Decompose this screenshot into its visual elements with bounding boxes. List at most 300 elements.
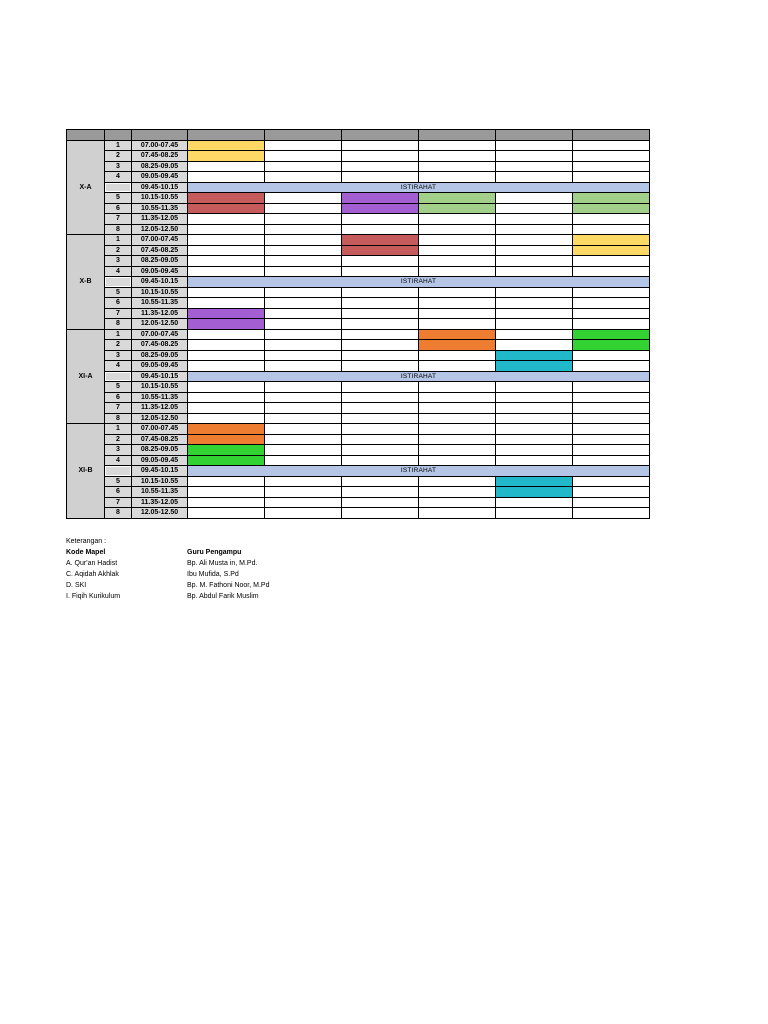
empty-cell[interactable] — [496, 455, 573, 466]
empty-cell[interactable] — [188, 172, 265, 183]
empty-cell[interactable] — [419, 319, 496, 330]
time-slot: 10.55-11.35 — [132, 298, 188, 309]
legend-teacher: Bp. Ali Musta in, M.Pd. — [187, 560, 258, 567]
empty-cell[interactable] — [342, 340, 419, 351]
legend-header — [66, 547, 366, 558]
empty-cell[interactable] — [265, 235, 342, 246]
empty-cell[interactable] — [265, 308, 342, 319]
empty-cell[interactable] — [496, 497, 573, 508]
empty-cell[interactable] — [188, 224, 265, 235]
period-number: 4 — [105, 172, 132, 183]
subject-cell[interactable] — [188, 445, 265, 456]
empty-cell[interactable] — [573, 497, 650, 508]
empty-cell[interactable] — [188, 487, 265, 498]
empty-cell[interactable] — [496, 424, 573, 435]
empty-cell[interactable] — [573, 361, 650, 372]
empty-cell[interactable] — [265, 382, 342, 393]
time-slot: 07.45-08.25 — [132, 245, 188, 256]
table-row — [67, 434, 650, 445]
empty-cell[interactable] — [419, 224, 496, 235]
empty-cell[interactable] — [188, 298, 265, 309]
break-row — [67, 277, 650, 288]
empty-cell[interactable] — [265, 319, 342, 330]
empty-cell[interactable] — [342, 361, 419, 372]
time-slot: 09.05-09.45 — [132, 266, 188, 277]
empty-cell[interactable] — [342, 382, 419, 393]
empty-cell[interactable] — [188, 403, 265, 414]
empty-cell[interactable] — [188, 161, 265, 172]
empty-cell[interactable] — [342, 487, 419, 498]
empty-cell[interactable] — [496, 235, 573, 246]
empty-cell[interactable] — [265, 245, 342, 256]
empty-cell[interactable] — [573, 308, 650, 319]
empty-cell[interactable] — [265, 193, 342, 204]
schedule-table — [66, 129, 650, 519]
empty-cell[interactable] — [419, 172, 496, 183]
empty-cell[interactable] — [573, 382, 650, 393]
time-slot: 12.05-12.50 — [132, 319, 188, 330]
table-row — [67, 392, 650, 403]
empty-cell[interactable] — [573, 413, 650, 424]
subject-cell[interactable] — [573, 235, 650, 246]
subject-cell[interactable] — [419, 203, 496, 214]
empty-cell[interactable] — [342, 392, 419, 403]
table-row — [67, 487, 650, 498]
legend-code: D. SKI — [66, 582, 87, 589]
legend-teacher: Bp. M. Fathoni Noor, M.Pd — [187, 582, 270, 589]
time-slot: 07.45-08.25 — [132, 151, 188, 162]
period-number: 1 — [105, 329, 132, 340]
empty-cell[interactable] — [419, 287, 496, 298]
legend-code: A. Qur'an Hadist — [66, 560, 118, 567]
empty-cell[interactable] — [496, 151, 573, 162]
empty-cell[interactable] — [188, 350, 265, 361]
legend-code-header: Kode Mapel — [66, 549, 106, 556]
time-slot: 07.00-07.45 — [132, 329, 188, 340]
time-slot: 10.55-11.35 — [132, 392, 188, 403]
table-row — [67, 497, 650, 508]
empty-cell[interactable] — [265, 434, 342, 445]
header-cell — [132, 130, 188, 141]
empty-cell[interactable] — [573, 151, 650, 162]
empty-cell[interactable] — [342, 319, 419, 330]
table-row — [67, 508, 650, 519]
empty-cell[interactable] — [342, 413, 419, 424]
empty-cell[interactable] — [188, 329, 265, 340]
subject-cell[interactable] — [188, 193, 265, 204]
subject-cell[interactable] — [342, 203, 419, 214]
subject-cell[interactable] — [342, 193, 419, 204]
empty-cell[interactable] — [342, 214, 419, 225]
period-number — [105, 371, 132, 382]
empty-cell[interactable] — [573, 319, 650, 330]
empty-cell[interactable] — [342, 434, 419, 445]
empty-cell[interactable] — [419, 497, 496, 508]
period-number: 6 — [105, 298, 132, 309]
empty-cell[interactable] — [419, 487, 496, 498]
empty-cell[interactable] — [496, 298, 573, 309]
empty-cell[interactable] — [573, 224, 650, 235]
empty-cell[interactable] — [496, 413, 573, 424]
empty-cell[interactable] — [342, 287, 419, 298]
empty-cell[interactable] — [265, 445, 342, 456]
empty-cell[interactable] — [573, 434, 650, 445]
empty-cell[interactable] — [419, 140, 496, 151]
table-row — [67, 319, 650, 330]
empty-cell[interactable] — [496, 161, 573, 172]
table-row — [67, 235, 650, 246]
time-slot: 09.05-09.45 — [132, 172, 188, 183]
empty-cell[interactable] — [188, 497, 265, 508]
empty-cell[interactable] — [573, 508, 650, 519]
class-label: X-B — [67, 235, 105, 330]
empty-cell[interactable] — [419, 151, 496, 162]
class-label: XI-A — [67, 329, 105, 424]
time-slot: 12.05-12.50 — [132, 224, 188, 235]
subject-cell[interactable] — [573, 329, 650, 340]
empty-cell[interactable] — [419, 392, 496, 403]
subject-cell[interactable] — [342, 245, 419, 256]
empty-cell[interactable] — [342, 172, 419, 183]
empty-cell[interactable] — [419, 298, 496, 309]
subject-cell[interactable] — [573, 203, 650, 214]
empty-cell[interactable] — [419, 256, 496, 267]
empty-cell[interactable] — [573, 172, 650, 183]
empty-cell[interactable] — [419, 361, 496, 372]
empty-cell[interactable] — [342, 476, 419, 487]
table-row — [67, 161, 650, 172]
period-number: 3 — [105, 445, 132, 456]
legend-teacher-header: Guru Pengampu — [187, 549, 242, 556]
empty-cell[interactable] — [265, 497, 342, 508]
empty-cell[interactable] — [342, 161, 419, 172]
period-number: 6 — [105, 392, 132, 403]
legend-code: I. Fiqih Kurikulum — [66, 593, 121, 600]
period-number: 2 — [105, 245, 132, 256]
time-slot: 09.45-10.15 — [132, 182, 188, 193]
header-cell — [496, 130, 573, 141]
empty-cell[interactable] — [265, 224, 342, 235]
period-number: 6 — [105, 487, 132, 498]
empty-cell[interactable] — [188, 256, 265, 267]
table-row — [67, 340, 650, 351]
subject-cell[interactable] — [188, 203, 265, 214]
period-number: 7 — [105, 214, 132, 225]
table-row — [67, 361, 650, 372]
time-slot: 07.45-08.25 — [132, 434, 188, 445]
empty-cell[interactable] — [419, 382, 496, 393]
header-cell — [342, 130, 419, 141]
period-number: 5 — [105, 476, 132, 487]
empty-cell[interactable] — [342, 445, 419, 456]
time-slot: 09.05-09.45 — [132, 361, 188, 372]
empty-cell[interactable] — [496, 445, 573, 456]
subject-cell[interactable] — [419, 329, 496, 340]
empty-cell[interactable] — [573, 350, 650, 361]
empty-cell[interactable] — [342, 350, 419, 361]
empty-cell[interactable] — [573, 266, 650, 277]
empty-cell[interactable] — [265, 361, 342, 372]
time-slot: 07.00-07.45 — [132, 140, 188, 151]
class-label: XI-B — [67, 424, 105, 519]
break-label: ISTIRAHAT — [188, 371, 650, 382]
empty-cell[interactable] — [573, 424, 650, 435]
empty-cell[interactable] — [342, 329, 419, 340]
empty-cell[interactable] — [573, 161, 650, 172]
legend-title: Keterangan : — [66, 538, 107, 545]
period-number: 2 — [105, 340, 132, 351]
subject-cell[interactable] — [342, 235, 419, 246]
table-row — [67, 413, 650, 424]
table-row — [67, 350, 650, 361]
empty-cell[interactable] — [188, 508, 265, 519]
subject-cell[interactable] — [419, 193, 496, 204]
empty-cell[interactable] — [265, 340, 342, 351]
time-slot: 08.25-09.05 — [132, 161, 188, 172]
empty-cell[interactable] — [188, 245, 265, 256]
period-number: 5 — [105, 382, 132, 393]
subject-cell[interactable] — [419, 340, 496, 351]
time-slot: 10.15-10.55 — [132, 382, 188, 393]
empty-cell[interactable] — [188, 287, 265, 298]
empty-cell[interactable] — [188, 476, 265, 487]
subject-cell[interactable] — [188, 434, 265, 445]
empty-cell[interactable] — [419, 266, 496, 277]
empty-cell[interactable] — [342, 403, 419, 414]
time-slot: 10.15-10.55 — [132, 287, 188, 298]
table-row — [67, 151, 650, 162]
empty-cell[interactable] — [265, 424, 342, 435]
empty-cell[interactable] — [419, 161, 496, 172]
empty-cell[interactable] — [419, 424, 496, 435]
table-row — [67, 214, 650, 225]
empty-cell[interactable] — [419, 350, 496, 361]
empty-cell[interactable] — [496, 224, 573, 235]
period-number: 8 — [105, 319, 132, 330]
subject-cell[interactable] — [188, 455, 265, 466]
empty-cell[interactable] — [419, 508, 496, 519]
empty-cell[interactable] — [265, 266, 342, 277]
time-slot: 07.00-07.45 — [132, 424, 188, 435]
empty-cell[interactable] — [342, 298, 419, 309]
empty-cell[interactable] — [188, 392, 265, 403]
empty-cell[interactable] — [573, 298, 650, 309]
time-slot: 11.35-12.05 — [132, 497, 188, 508]
empty-cell[interactable] — [573, 392, 650, 403]
empty-cell[interactable] — [188, 235, 265, 246]
subject-cell[interactable] — [188, 308, 265, 319]
empty-cell[interactable] — [496, 319, 573, 330]
empty-cell[interactable] — [342, 455, 419, 466]
empty-cell[interactable] — [188, 214, 265, 225]
period-number: 5 — [105, 193, 132, 204]
subject-cell[interactable] — [573, 340, 650, 351]
empty-cell[interactable] — [265, 329, 342, 340]
empty-cell[interactable] — [265, 403, 342, 414]
period-number: 4 — [105, 361, 132, 372]
period-number: 6 — [105, 203, 132, 214]
time-slot: 10.15-10.55 — [132, 476, 188, 487]
period-number: 7 — [105, 308, 132, 319]
empty-cell[interactable] — [419, 245, 496, 256]
empty-cell[interactable] — [496, 214, 573, 225]
empty-cell[interactable] — [265, 140, 342, 151]
empty-cell[interactable] — [265, 350, 342, 361]
empty-cell[interactable] — [342, 497, 419, 508]
legend-teacher: Ibu Mufida, S.Pd — [187, 571, 239, 578]
period-number: 1 — [105, 424, 132, 435]
empty-cell[interactable] — [496, 172, 573, 183]
empty-cell[interactable] — [265, 172, 342, 183]
empty-cell[interactable] — [419, 308, 496, 319]
empty-cell[interactable] — [265, 287, 342, 298]
empty-cell[interactable] — [342, 140, 419, 151]
header-cell — [105, 130, 132, 141]
table-row — [67, 287, 650, 298]
subject-cell[interactable] — [496, 350, 573, 361]
header-cell — [419, 130, 496, 141]
empty-cell[interactable] — [342, 508, 419, 519]
empty-cell[interactable] — [496, 382, 573, 393]
period-number: 1 — [105, 140, 132, 151]
table-row — [67, 455, 650, 466]
empty-cell[interactable] — [265, 413, 342, 424]
subject-cell[interactable] — [188, 151, 265, 162]
empty-cell[interactable] — [496, 308, 573, 319]
empty-cell[interactable] — [265, 508, 342, 519]
header-cell — [67, 130, 105, 141]
empty-cell[interactable] — [419, 455, 496, 466]
period-number: 7 — [105, 403, 132, 414]
period-number: 3 — [105, 350, 132, 361]
empty-cell[interactable] — [265, 214, 342, 225]
period-number — [105, 277, 132, 288]
empty-cell[interactable] — [496, 203, 573, 214]
empty-cell[interactable] — [342, 256, 419, 267]
empty-cell[interactable] — [496, 329, 573, 340]
empty-cell[interactable] — [573, 287, 650, 298]
empty-cell[interactable] — [419, 403, 496, 414]
period-number: 7 — [105, 497, 132, 508]
legend-item — [66, 558, 366, 569]
subject-cell[interactable] — [573, 245, 650, 256]
subject-cell[interactable] — [188, 140, 265, 151]
empty-cell[interactable] — [573, 445, 650, 456]
empty-cell[interactable] — [419, 413, 496, 424]
time-slot: 09.45-10.15 — [132, 371, 188, 382]
empty-cell[interactable] — [496, 193, 573, 204]
subject-cell[interactable] — [188, 319, 265, 330]
time-slot: 12.05-12.50 — [132, 413, 188, 424]
empty-cell[interactable] — [496, 340, 573, 351]
empty-cell[interactable] — [496, 508, 573, 519]
empty-cell[interactable] — [188, 413, 265, 424]
time-slot: 11.35-12.05 — [132, 214, 188, 225]
empty-cell[interactable] — [496, 266, 573, 277]
time-slot: 11.35-12.05 — [132, 308, 188, 319]
table-row — [67, 403, 650, 414]
time-slot: 08.25-09.05 — [132, 445, 188, 456]
empty-cell[interactable] — [496, 245, 573, 256]
empty-cell[interactable] — [342, 151, 419, 162]
subject-cell[interactable] — [496, 361, 573, 372]
header-cell — [188, 130, 265, 141]
time-slot: 07.00-07.45 — [132, 235, 188, 246]
empty-cell[interactable] — [419, 434, 496, 445]
break-row — [67, 182, 650, 193]
table-row — [67, 203, 650, 214]
table-row — [67, 445, 650, 456]
empty-cell[interactable] — [188, 382, 265, 393]
empty-cell[interactable] — [573, 487, 650, 498]
empty-cell[interactable] — [342, 308, 419, 319]
empty-cell[interactable] — [573, 455, 650, 466]
empty-cell[interactable] — [188, 340, 265, 351]
empty-cell[interactable] — [419, 235, 496, 246]
empty-cell[interactable] — [419, 445, 496, 456]
break-label: ISTIRAHAT — [188, 182, 650, 193]
table-row — [67, 382, 650, 393]
subject-cell[interactable] — [496, 476, 573, 487]
empty-cell[interactable] — [573, 140, 650, 151]
empty-cell[interactable] — [496, 140, 573, 151]
empty-cell[interactable] — [265, 455, 342, 466]
empty-cell[interactable] — [265, 256, 342, 267]
empty-cell[interactable] — [496, 256, 573, 267]
empty-cell[interactable] — [342, 424, 419, 435]
empty-cell[interactable] — [573, 403, 650, 414]
empty-cell[interactable] — [419, 476, 496, 487]
empty-cell[interactable] — [496, 287, 573, 298]
empty-cell[interactable] — [573, 214, 650, 225]
empty-cell[interactable] — [188, 266, 265, 277]
subject-cell[interactable] — [496, 487, 573, 498]
header-cell — [573, 130, 650, 141]
legend-item — [66, 591, 366, 602]
empty-cell[interactable] — [265, 298, 342, 309]
time-slot: 10.55-11.35 — [132, 203, 188, 214]
table-row — [67, 245, 650, 256]
empty-cell[interactable] — [496, 403, 573, 414]
empty-cell[interactable] — [342, 224, 419, 235]
empty-cell[interactable] — [496, 434, 573, 445]
time-slot: 10.55-11.35 — [132, 487, 188, 498]
empty-cell[interactable] — [419, 214, 496, 225]
empty-cell[interactable] — [265, 203, 342, 214]
period-number: 2 — [105, 151, 132, 162]
empty-cell[interactable] — [573, 256, 650, 267]
empty-cell[interactable] — [265, 392, 342, 403]
empty-cell[interactable] — [265, 151, 342, 162]
empty-cell[interactable] — [265, 487, 342, 498]
time-slot: 09.45-10.15 — [132, 466, 188, 477]
empty-cell[interactable] — [265, 161, 342, 172]
empty-cell[interactable] — [265, 476, 342, 487]
header-row — [67, 130, 650, 141]
legend — [66, 536, 366, 602]
table-row — [67, 298, 650, 309]
empty-cell[interactable] — [188, 361, 265, 372]
table-row — [67, 172, 650, 183]
table-row — [67, 476, 650, 487]
empty-cell[interactable] — [342, 266, 419, 277]
legend-item — [66, 569, 366, 580]
subject-cell[interactable] — [188, 424, 265, 435]
table-row — [67, 193, 650, 204]
empty-cell[interactable] — [573, 476, 650, 487]
empty-cell[interactable] — [496, 392, 573, 403]
subject-cell[interactable] — [573, 193, 650, 204]
